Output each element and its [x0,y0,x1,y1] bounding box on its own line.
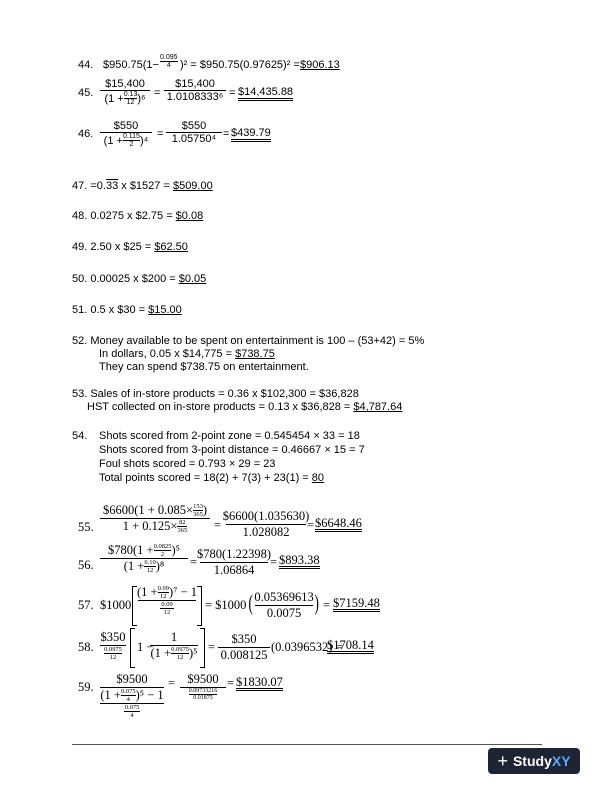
q45-equals: = [154,87,161,99]
q57-inner-fraction: (1 + 0.09 12 )⁷ − 1 0.09 12 [136,585,198,616]
question-50: 50. 0.00025 x $200 = $0.05 [72,273,207,285]
q56-equals: = [190,555,198,569]
q46-answer: $439.79 [231,127,271,142]
q44-answer: $906.13 [300,59,340,71]
q45-number: 45. [78,87,94,99]
right-bracket [200,628,205,668]
q44-fraction: 0.095 4 [160,54,178,69]
q57-prefix: $1000 [100,598,132,612]
question-51: 51. 0.5 x $30 = $15.00 [72,304,182,316]
q56-fraction-1: $780(1 + 0.0825 2 )⁵ (1 + 0.10 12 )⁸ [100,543,188,574]
q58-answer: $1708.14 [327,638,374,652]
q56-equals-2: = [270,555,278,569]
q45-answer: $14,435.88 [238,86,293,101]
plus-icon: + [497,750,508,771]
q59-fraction-1: $9500 (1 + 0.075 4 )⁵ − 1 0.075 4 [100,672,164,719]
q54-number: 54. [72,430,88,442]
q52-line-3: They can spend $738.75 on entertainment. [99,361,309,373]
q54-line-1: Shots scored from 2-point zone = 0.545454 × 33 = 18 [99,430,360,442]
q51-answer: $15.00 [148,304,182,316]
q58-fraction-2: $350 0.008125 [218,632,270,663]
q47-answer: $509.00 [172,180,213,192]
q58-equals: = [208,640,216,654]
q59-number: 59. [78,680,94,694]
left-bracket [130,628,135,668]
q59-answer: $1830.07 [236,675,283,689]
q58-one-minus: 1 − [137,640,154,654]
q45-fraction-2: $15,400 1.0108333⁶ [164,78,226,103]
q49-answer: $62.50 [154,241,188,253]
q44-text-b: )² = $950.75(0.97625)² = [180,59,300,71]
q54-line-4: Total points scored = 18(2) + 7(3) + 23(1) = 80 [99,472,325,484]
q44-text-a: $950.75(1− [103,59,159,71]
q58-middle: (0.0396532) = [271,640,343,654]
q53-line-2: HST collected on in-store products = 0.13 x $36,828 = $4,787.64 [87,401,403,413]
q59-fraction-2: $9500 0.09733216 0.01875 [180,672,226,701]
q57-fraction-2: 0.05369613 0.0075 [254,590,314,620]
q48-answer: $0.08 [175,210,204,222]
q52-line-2: In dollars, 0.05 x $14,775 = $738.75 [99,348,275,360]
q59-equals-2: = [227,676,235,690]
question-47: 47. =0.33 x $1527 = $509.00 [72,180,213,192]
repeating-digits: 33 [105,180,119,192]
q54-line-3: Foul shots scored = 0.793 × 29 = 23 [99,458,276,470]
q55-fraction-2: $6600(1.035630) 1.028082 [222,509,310,539]
footer-divider [72,744,542,745]
q46-equals-2: = [223,128,230,140]
question-48: 48. 0.0275 x $2.75 = $0.08 [72,210,204,222]
q59-equals: = [168,676,176,690]
q55-equals-2: = [307,518,315,532]
q54-answer: 80 [311,472,325,484]
q52-answer: $738.75 [235,348,275,360]
q44-number: 44. [78,59,94,71]
q57-equals: = $1000 [205,598,247,612]
q57-answer: $7159.48 [333,596,380,610]
q56-fraction-2: $780(1.22398) 1.06864 [197,547,271,577]
q46-fraction-1: $550 (1 + 0.115 2 )⁴ [100,120,152,148]
q57-equals-2: = [323,598,331,612]
q45-fraction-1: $15,400 (1 + 0.13 12 )⁶ [100,78,150,106]
q50-answer: $0.05 [178,273,207,285]
q55-equals: = [214,518,222,532]
q56-answer: $893.38 [279,553,320,567]
q45-equals-2: = [229,87,236,99]
q58-inner-fraction: 1 (1 + 0.0975 12 )⁵ [150,630,198,661]
q58-fraction-1: $350 0.0975 12 [100,630,126,661]
q46-number: 46. [78,128,94,140]
q53-answer: $4,787.64 [353,401,403,413]
right-paren: ) [314,590,319,615]
studyxy-logo[interactable]: + Study XY [488,748,580,774]
q56-number: 56. [78,558,94,572]
q53-line-1: 53. Sales of in-store products = 0.36 x $102,300 = $36,828 [72,388,359,400]
q55-fraction-1: $6600(1 + 0.085× 153 365 ) 1 + 0.125× 82 365 [100,503,210,534]
q57-number: 57. [78,598,94,612]
q54-line-2: Shots scored from 3-point distance = 0.46667 × 15 = 7 [99,444,365,456]
q55-number: 55. [78,520,94,534]
q52-line-1: 52. Money available to be spent on entertainment is 100 – (53+42) = 5% [72,335,425,347]
question-49: 49. 2.50 x $25 = $62.50 [72,241,188,253]
q46-fraction-2: $550 1.05750⁴ [166,120,222,145]
q46-equals: = [157,128,164,140]
left-paren: ( [248,590,253,615]
q58-number: 58. [78,640,94,654]
right-bracket [197,586,202,626]
q55-answer: $6648.46 [315,516,362,530]
